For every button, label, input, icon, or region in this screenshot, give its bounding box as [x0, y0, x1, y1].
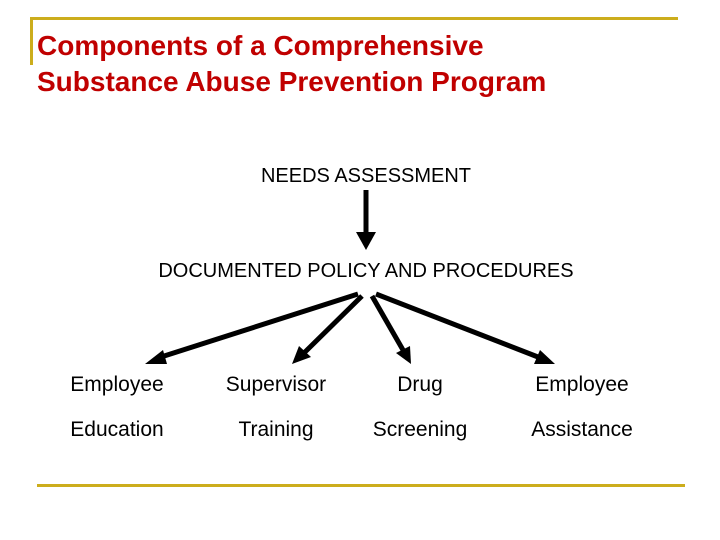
title-line-1: Components of a Comprehensive [37, 30, 484, 61]
component-label-line-1: Supervisor [225, 373, 327, 396]
component-label-line-1: Employee [70, 373, 164, 396]
arrow-policy-to-education-head [145, 350, 167, 364]
arrow-needs-to-policy-head [356, 232, 376, 250]
component-label-line-1: Employee [535, 373, 629, 396]
arrow-policy-to-assistance-head [534, 350, 555, 364]
title-line-2: Substance Abuse Prevention Program [37, 66, 547, 97]
component-label-line-2: Education [70, 418, 164, 441]
component-label-line-2: Assistance [531, 418, 633, 441]
component-label-line-1: Drug [397, 373, 443, 396]
component-drug-screening [335, 372, 505, 442]
accent-line-bottom [37, 484, 685, 487]
policy-procedures-node: DOCUMENTED POLICY AND PROCEDURES [158, 260, 574, 282]
needs-assessment-node: NEEDS ASSESSMENT [260, 165, 472, 187]
component-label-line-2: Training [238, 418, 314, 441]
component-employee-assistance [497, 372, 667, 442]
component-employee-education [32, 372, 202, 442]
component-label-line-2: Screening [372, 418, 468, 441]
